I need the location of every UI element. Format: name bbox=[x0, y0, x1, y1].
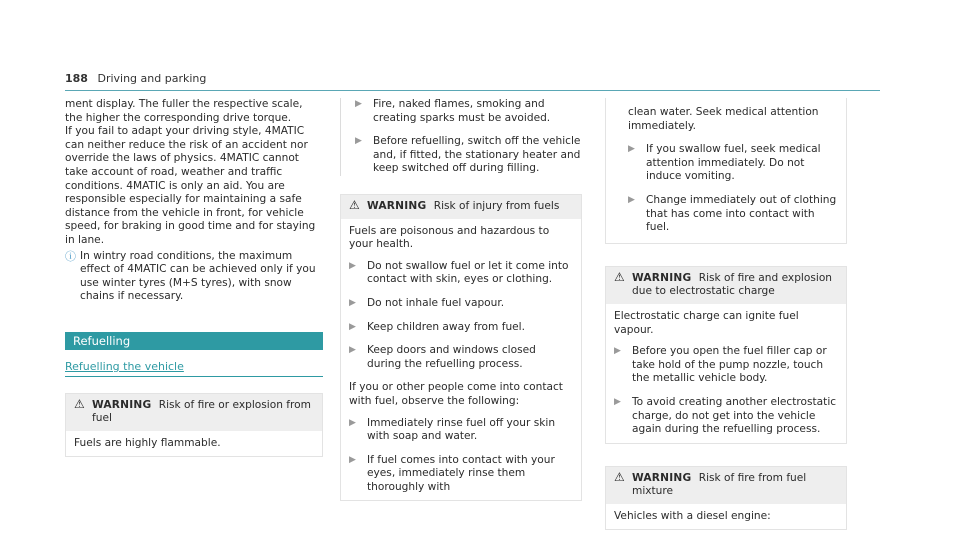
list-item bbox=[349, 260, 573, 287]
note-text: In wintry road conditions, the maximum effect of 4MATIC can be achieved only if you use winter tyres (M+S tyres), with snow chains if necessary. bbox=[80, 249, 316, 303]
column-3 bbox=[605, 98, 847, 530]
list-item-text: Change immediately out of clothing that has come into contact with fuel. bbox=[646, 193, 837, 234]
arrow-right-icon: ▶ bbox=[349, 260, 356, 271]
warning-label: WARNING bbox=[632, 271, 692, 284]
continued-text: clean water. Seek medical attention immediately. bbox=[628, 106, 819, 132]
list-item-text: Before refuelling, switch off the vehicle and, if fitted, the stationary heater and keep switched off during filling. bbox=[373, 135, 581, 175]
column-1 bbox=[65, 98, 323, 457]
warning-box-fire bbox=[65, 393, 323, 458]
header-divider bbox=[65, 90, 880, 91]
arrow-right-icon: ▶ bbox=[349, 454, 356, 465]
arrow-right-icon: ▶ bbox=[628, 144, 635, 155]
list-item-text: If you swallow fuel, seek medical attention immediately. Do not induce vomiting. bbox=[646, 143, 821, 183]
page-header bbox=[65, 72, 206, 85]
warning-label: WARNING bbox=[367, 199, 427, 212]
warning-title: Risk of fire from fuel mixture bbox=[632, 471, 807, 498]
warning-title: Risk of fire and explosion due to electrostatic charge bbox=[632, 271, 833, 298]
warning-body bbox=[341, 219, 581, 501]
continued-bullets bbox=[340, 98, 582, 176]
warning-body bbox=[606, 304, 846, 443]
list-item bbox=[349, 297, 573, 311]
arrow-right-icon: ▶ bbox=[614, 396, 621, 407]
list-item bbox=[614, 345, 838, 386]
warning-title: Risk of injury from fuels bbox=[433, 199, 560, 212]
warning-text: Electrostatic charge can ignite fuel vapour. bbox=[614, 309, 799, 336]
arrow-right-icon: ▶ bbox=[349, 345, 356, 356]
info-icon: ⓘ bbox=[65, 249, 76, 263]
list-item bbox=[355, 135, 582, 176]
warning-triangle-icon: ⚠ bbox=[74, 396, 85, 411]
arrow-right-icon: ▶ bbox=[349, 297, 356, 308]
warning-text: Fuels are poisonous and hazardous to your health. bbox=[349, 224, 550, 251]
warning-box-fuel-mixture bbox=[605, 466, 847, 531]
arrow-right-icon: ▶ bbox=[355, 99, 362, 109]
warning-text: Fuels are highly flammable. bbox=[74, 436, 221, 449]
warning-paragraph: If you or other people come into contact with fuel, observe the following: bbox=[349, 381, 563, 407]
continued-warning bbox=[605, 98, 847, 244]
paragraph-4matic: If you fail to adapt your driving style, 4MATIC can neither reduce the risk of an accident nor override the laws of physics. 4MATIC cannot take account of road, weather and traffic conditions. 4MATIC is only an aid. You are responsible especially for maintaining a safe distance from the vehicle in front, for vehicle speed, for braking in good time and for staying in lane. bbox=[65, 125, 316, 246]
warning-label: WARNING bbox=[632, 471, 692, 484]
arrow-right-icon: ▶ bbox=[355, 136, 362, 147]
warning-body bbox=[66, 431, 322, 457]
arrow-right-icon: ▶ bbox=[628, 194, 635, 205]
section-title: Refuelling bbox=[65, 332, 323, 350]
list-item bbox=[614, 396, 838, 437]
warning-label: WARNING bbox=[92, 398, 152, 411]
warning-title: Risk of fire or explosion from fuel bbox=[92, 398, 311, 425]
subsection-title-text: Refuelling the vehicle bbox=[65, 359, 184, 373]
warning-body bbox=[606, 504, 846, 530]
warning-header bbox=[606, 467, 846, 504]
warning-header bbox=[66, 394, 322, 431]
list-item bbox=[628, 194, 838, 235]
list-item bbox=[628, 143, 838, 184]
warning-header bbox=[341, 195, 581, 219]
arrow-right-icon: ▶ bbox=[349, 417, 356, 428]
list-item bbox=[349, 321, 573, 335]
list-item-text: If fuel comes into contact with your eyes, immediately rinse them thoroughly with bbox=[367, 453, 555, 493]
page-number: 188 bbox=[65, 72, 88, 85]
note bbox=[65, 250, 323, 304]
list-item bbox=[349, 344, 573, 371]
list-item bbox=[349, 454, 573, 495]
warning-header bbox=[606, 267, 846, 304]
arrow-right-icon: ▶ bbox=[614, 346, 621, 357]
list-item-text: Keep doors and windows closed during the refuelling process. bbox=[367, 344, 536, 370]
list-item-text: Before you open the fuel filler cap or take hold of the pump nozzle, touch the metallic vehicle body. bbox=[632, 345, 827, 385]
list-item-text: Do not inhale fuel vapour. bbox=[367, 296, 505, 309]
subsection-title bbox=[65, 360, 323, 377]
list-item-text: To avoid creating another electrostatic charge, do not get into the vehicle again during the refuelling process. bbox=[632, 395, 837, 436]
warning-text: Vehicles with a diesel engine: bbox=[614, 509, 771, 522]
warning-triangle-icon: ⚠ bbox=[614, 469, 625, 484]
warning-box-injury bbox=[340, 194, 582, 502]
list-item bbox=[355, 98, 582, 125]
paragraph-display: ment display. The fuller the respective scale, the higher the corresponding drive torque. bbox=[65, 98, 303, 124]
warning-triangle-icon: ⚠ bbox=[349, 197, 360, 212]
arrow-right-icon: ▶ bbox=[349, 321, 356, 332]
column-2 bbox=[340, 98, 582, 501]
warning-box-electrostatic bbox=[605, 266, 847, 444]
list-item-text: Keep children away from fuel. bbox=[367, 320, 525, 333]
page-title: Driving and parking bbox=[97, 72, 207, 85]
warning-triangle-icon: ⚠ bbox=[614, 269, 625, 284]
list-item-text: Fire, naked flames, smoking and creating sparks must be avoided. bbox=[373, 98, 551, 124]
list-item-text: Do not swallow fuel or let it come into contact with skin, eyes or clothing. bbox=[367, 259, 569, 286]
list-item bbox=[349, 417, 573, 444]
list-item-text: Immediately rinse fuel off your skin with soap and water. bbox=[367, 416, 556, 443]
